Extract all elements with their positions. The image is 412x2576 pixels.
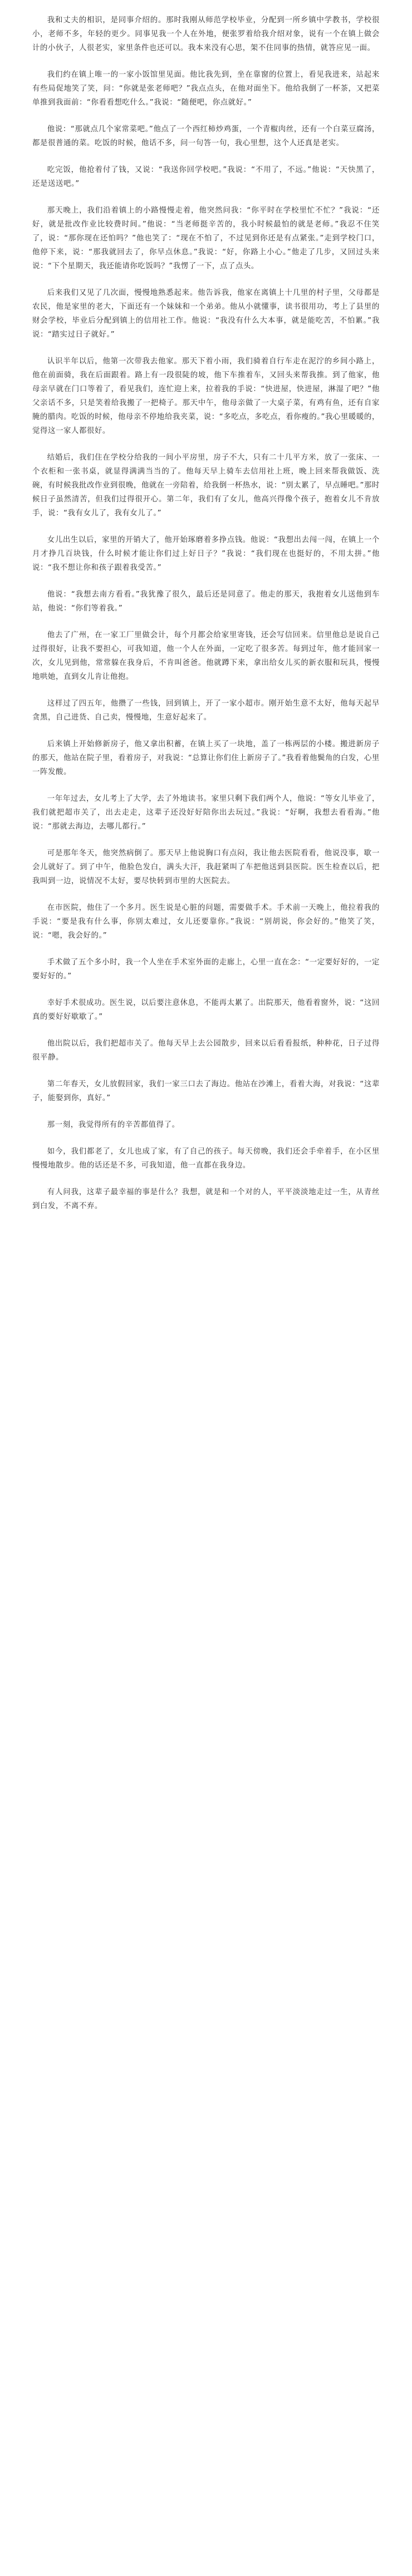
- paragraph-23: 有人问我，这辈子最幸福的事是什么？我想，就是和一个对的人，平平淡淡地走过一生，从青丝到白发，不离不弃。: [32, 1188, 380, 1210]
- paragraph-21: 那一刻，我觉得所有的辛苦都值得了。: [47, 1121, 180, 1129]
- paragraph-22: 如今，我们都老了，女儿也成了家，有了自己的孩子。每天傍晚，我们还会手牵着手，在小区里慢慢地散步。他的话还是不多，可我知道，他一直都在我身边。: [32, 1147, 380, 1170]
- paragraph-18: 幸好手术很成功。医生说，以后要注意休息，不能再太累了。出院那天，他看着窗外，说：“这回真的要好好歇歇了。”: [32, 999, 380, 1021]
- paragraph-11: 他去了广州，在一家工厂里做会计，每个月都会给家里寄钱，还会写信回来。信里他总是说自己过得很好，让我不要担心，可我知道，他一个人在外面，一定吃了很多苦。每到过年，他才能回家一次，女儿见到他，常常躲在我身后，不肯叫爸爸。他就蹲下来，拿出给女儿买的新衣服和玩具，慢慢地哄她，直到女儿肯让他抱。: [32, 631, 380, 681]
- paragraph-10: 他说：“我想去南方看看。”我犹豫了很久，最后还是同意了。他走的那天，我抱着女儿送他到车站，他说：“你们等着我。”: [32, 590, 380, 613]
- paragraph-6: 后来我们又见了几次面，慢慢地熟悉起来。他告诉我，他家在离镇上十几里的村子里，父母都是农民，他是家里的老大，下面还有一个妹妹和一个弟弟。他从小就懂事，读书很用功，考上了县里的财会学校，毕业后分配到镇上的信用社工作。他说：“我没有什么大本事，就是能吃苦，不怕累。”我说：“踏实过日子就好。”: [32, 289, 380, 339]
- paragraph-16: 在市医院，他住了一个多月。医生说是心脏的问题，需要做手术。手术前一天晚上，他拉着我的手说：“要是我有什么事，你别太难过，女儿还要靠你。”我说：“别胡说，你会好的。”他笑了笑，说：“嗯，我会好的。”: [32, 904, 380, 940]
- paragraph-1: 我和丈夫的相识，是同事介绍的。那时我刚从师范学校毕业，分配到一所乡镇中学教书，学校很小，老师不多，年轻的更少。同事见我一个人在外地，便张罗着给我介绍对象，说有一个在镇上做会计的小伙子，人很老实，家里条件也还可以。我本来没有心思，架不住同事的热情，就答应见一面。: [32, 16, 380, 52]
- paragraph-19: 他出院以后，我们把超市关了。他每天早上去公园散步，回来以后看看报纸，种种花，日子过得很平静。: [32, 1040, 380, 1062]
- paragraph-12: 这样过了四五年，他攒了一些钱，回到镇上，开了一家小超市。刚开始生意不太好，他每天起早贪黑，自己进货、自己卖，慢慢地，生意好起来了。: [32, 700, 380, 722]
- paragraph-9: 女儿出生以后，家里的开销大了，他开始琢磨着多挣点钱。他说：“我想出去闯一闯，在镇上一个月才挣几百块钱，什么时候才能让你们过上好日子？”我说：“我们现在也挺好的，不用太拼。”他说：“我不想让你和孩子跟着我受苦。”: [32, 536, 380, 572]
- paragraph-5: 那天晚上，我们沿着镇上的小路慢慢走着，他突然问我：“你平时在学校里忙不忙？”我说：“还好，就是批改作业比较费时间。”他说：“当老师挺辛苦的，我小时候最怕的就是老师。”我忍不住笑了，说：“那你现在还怕吗？”他也笑了：“现在不怕了，不过见到你还是有点紧张。”走到学校门口，他停下来，说：“那我就回去了，你早点休息。”我说：“好，你路上小心。”他走了几步，又回过头来说：“下个星期天，我还能请你吃饭吗？”我愣了一下，点了点头。: [32, 206, 380, 270]
- paragraph-15: 可是那年冬天，他突然病倒了。那天早上他说胸口有点闷，我让他去医院看看，他说没事，歇一会儿就好了。到了中午，他脸色发白，满头大汗，我赶紧叫了车把他送到县医院。医生检查以后，把我叫到一边，说情况不太好，要尽快转到市里的大医院去。: [32, 849, 380, 885]
- paragraph-4: 吃完饭，他抢着付了钱，又说：“我送你回学校吧。”我说：“不用了，不远。”他说：“天快黑了，还是送送吧。”: [32, 166, 380, 188]
- paragraph-7: 认识半年以后，他第一次带我去他家。那天下着小雨，我们骑着自行车走在泥泞的乡间小路上，他在前面骑，我在后面跟着。路上有一段很陡的坡，他下车推着车，又回头来帮我推。到了他家，他母亲早就在门口等着了，看见我们，连忙迎上来，拉着我的手说：“快进屋，快进屋，淋湿了吧？”他父亲话不多，只是笑着给我搬了一把椅子。那天中午，他母亲做了一大桌子菜，有鸡有鱼，还有自家腌的腊肉。吃饭的时候，他母亲不停地给我夹菜，说：“多吃点，多吃点，看你瘦的。”我心里暖暖的，觉得这一家人都很好。: [32, 357, 380, 435]
- paragraph-13: 后来镇上开始修新房子，他又拿出积蓄，在镇上买了一块地，盖了一栋两层的小楼。搬进新房子的那天，他站在院子里，看着房子，对我说：“总算让你们住上新房子了。”我看着他鬓角的白发，心里一阵发酸。: [32, 740, 380, 776]
- paragraph-2: 我们约在镇上唯一的一家小饭馆里见面。他比我先到，坐在靠窗的位置上，看见我进来，站起来有些局促地笑了笑，问：“你就是张老师吧？”我点点头，在他对面坐下。他给我倒了一杯茶，又把菜单推到我面前：“你看看想吃什么。”我说：“随便吧，你点就好。”: [32, 71, 380, 107]
- paragraph-17: 手术做了五个多小时，我一个人坐在手术室外面的走廊上，心里一直在念：“一定要好好的，一定要好好的。”: [32, 958, 380, 981]
- paragraph-8: 结婚后，我们住在学校分给我的一间小平房里，房子不大，只有二十几平方米，放了一张床、一个衣柜和一张书桌，就显得满满当当的了。他每天早上骑车去信用社上班，晚上回来帮我做饭、洗碗，有时候我批改作业到很晚，他就在一旁陪着，给我倒一杯热水，说：“别太累了，早点睡吧。”那时候日子虽然清苦，但我们过得很开心。第二年，我们有了女儿，他高兴得像个孩子，抱着女儿不肯放手，说：“我有女儿了，我有女儿了。”: [32, 454, 380, 518]
- paragraph-20: 第二年春天，女儿放假回家，我们一家三口去了海边。他站在沙滩上，看着大海，对我说：“这辈子，能娶到你，真好。”: [32, 1080, 380, 1102]
- paragraph-3: 他说：“那就点几个家常菜吧。”他点了一个西红柿炒鸡蛋，一个青椒肉丝，还有一个白菜豆腐汤，都是很普通的菜。吃饭的时候，他话不多，问一句答一句，我心里想，这个人还真是老实。: [32, 125, 380, 147]
- paragraph-14: 一年年过去，女儿考上了大学，去了外地读书。家里只剩下我们两个人，他说：“等女儿毕业了，我们就把超市关了，出去走走，这辈子还没好好陪你出去玩过。”我说：“好啊，我想去看看海。”他说：“那就去海边，去哪儿都行。”: [32, 795, 380, 831]
